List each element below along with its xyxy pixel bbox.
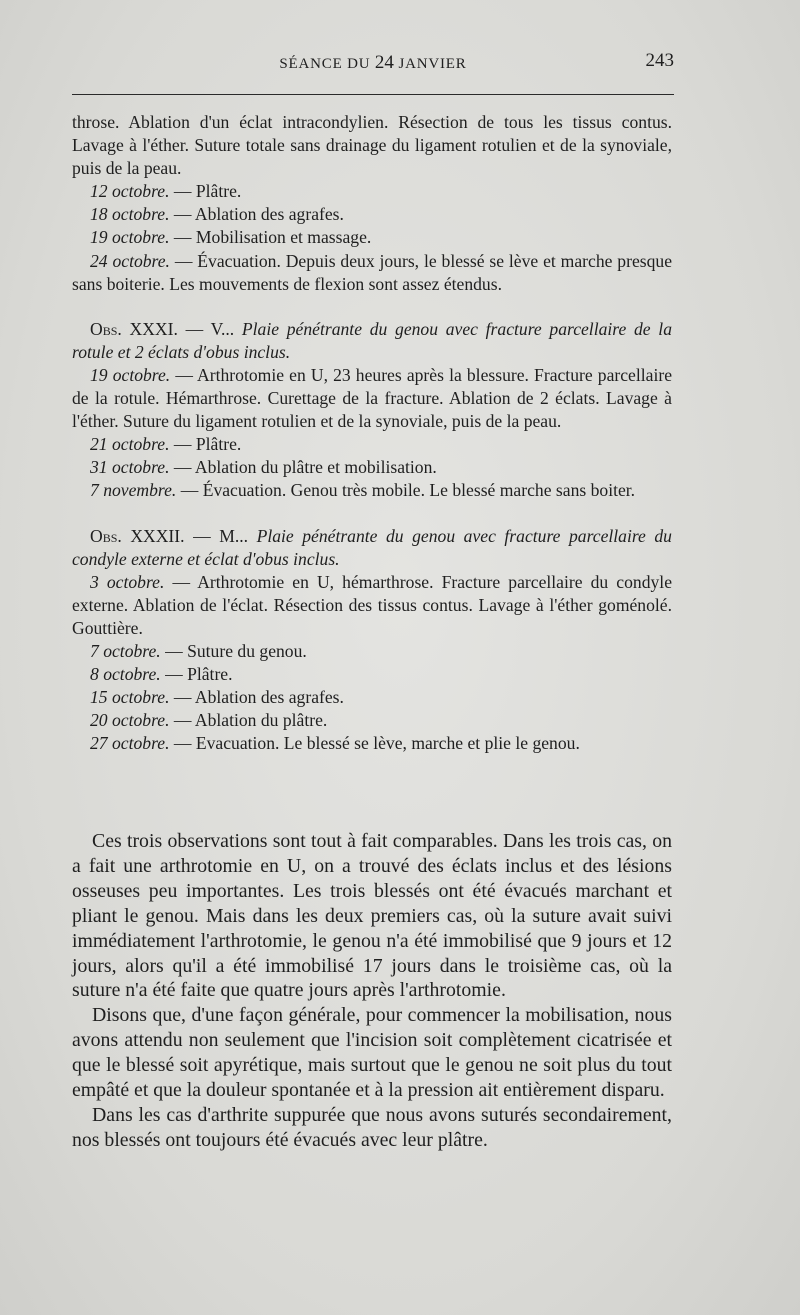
entry-date: 18 octobre. bbox=[90, 204, 170, 225]
entry-date: 8 octobre. bbox=[90, 664, 161, 685]
obs32-heading bbox=[72, 525, 672, 571]
entry-text: — Ablation du plâtre. bbox=[169, 710, 328, 731]
obs32-entry bbox=[72, 663, 672, 686]
entry-text: — Suture du genou. bbox=[160, 640, 307, 661]
obs32-sep: — M... bbox=[184, 525, 257, 546]
entry-text: — Plâtre. bbox=[169, 181, 242, 202]
obs31-label: Obs. XXXI. bbox=[90, 318, 178, 339]
obs32-entry bbox=[72, 571, 672, 640]
page-header bbox=[72, 50, 674, 80]
obs32-entry bbox=[72, 640, 672, 663]
entry-date: 31 octobre. bbox=[90, 457, 170, 478]
body-text bbox=[72, 829, 672, 1153]
header-rule bbox=[72, 94, 674, 95]
running-title-prefix: SÉANCE DU bbox=[279, 56, 375, 72]
body-paragraph: Ces trois observations sont tout à fait comparables. Dans les trois cas, on a fait une arthrotomie en U, on a trouvé des éclats inclus et des lésions osseuses peu importantes. Les trois blessés ont été évacués marchant et pliant le genou. Mais dans les deux premiers cas, où la suture avait suivi immédiatement l'arthrotomie, le genou n'a été immobilisé que 9 jours et 12 jours, alors qu'il a été immobilisé 17 jours dans le troisième cas, où la suture n'a été faite que quatre jours après l'arthrotomie. bbox=[72, 830, 672, 1002]
entry-text: — Ablation du plâtre et mobilisation. bbox=[169, 457, 437, 478]
case30-entry bbox=[72, 250, 672, 296]
obs31-entry bbox=[72, 479, 672, 502]
body-paragraph: Dans les cas d'arthrite suppurée que nous avons suturés secondairement, nos blessés ont toujours été évacués avec leur plâtre. bbox=[72, 1103, 672, 1151]
entry-date: 24 octobre. bbox=[90, 250, 170, 271]
entry-text: — Arthrotomie en U, hémarthrose. Fracture parcellaire du condyle externe. Ablation de l'éclat. Résection des tissus contus. Lavage à l'éther goménolé. Gouttière. bbox=[72, 571, 673, 638]
obs31-entry bbox=[72, 456, 672, 479]
entry-text: — Plâtre. bbox=[169, 434, 242, 455]
running-title bbox=[72, 52, 674, 74]
running-title-suffix: JANVIER bbox=[393, 56, 467, 72]
entry-date: 21 octobre. bbox=[90, 434, 170, 455]
body-paragraph: Disons que, d'une façon générale, pour commencer la mobilisation, nous avons attendu non seulement que l'incision soit complètement cicatrisée et que le blessé soit apyrétique, mais surtout que le genou ne soit plus du tout empâté et que la douleur spontanée et à la pression ait entièrement disparu. bbox=[72, 1004, 672, 1102]
case30-entry bbox=[72, 203, 672, 226]
entry-date: 20 octobre. bbox=[90, 710, 170, 731]
entry-text: — Arthrotomie en U, 23 heures après la blessure. Fracture parcellaire de la rotule. Hémarthrose. Curettage de la fracture. Ablation de 2 éclats. Lavage à l'éther. Suture du ligament rotulien et de la synoviale, puis de la peau. bbox=[72, 364, 672, 432]
entry-text: — Évacuation. Genou très mobile. Le blessé marche sans boiter. bbox=[176, 480, 636, 501]
entry-date: 3 octobre. bbox=[90, 571, 165, 592]
case30-entry bbox=[72, 226, 672, 249]
entry-text: — Plâtre. bbox=[160, 664, 233, 685]
obs32-entry bbox=[72, 709, 672, 732]
entry-text: — Ablation des agrafes. bbox=[169, 687, 344, 708]
entry-text: — Évacuation. Depuis deux jours, le blessé se lève et marche presque sans boiterie. Les mouvements de flexion sont assez étendus. bbox=[72, 250, 673, 294]
entry-date: 27 octobre. bbox=[90, 733, 170, 754]
obs32-entry bbox=[72, 686, 672, 709]
obs31-entry bbox=[72, 433, 672, 456]
page-number: 243 bbox=[645, 50, 674, 71]
obs32-label: Obs. XXXII. bbox=[90, 525, 185, 546]
obs32-title: Plaie pénétrante du genou avec fracture parcellaire du condyle externe et éclat d'obus inclus. bbox=[72, 525, 672, 569]
running-title-day: 24 bbox=[374, 52, 394, 73]
entry-date: 7 octobre. bbox=[90, 640, 161, 661]
case-notes bbox=[72, 111, 672, 755]
obs32-entry bbox=[72, 732, 672, 755]
obs31-entry bbox=[72, 364, 672, 433]
obs31-heading bbox=[72, 318, 672, 364]
entry-date: 19 octobre. bbox=[90, 364, 171, 385]
entry-text: — Mobilisation et massage. bbox=[169, 227, 372, 248]
entry-text: — Evacuation. Le blessé se lève, marche et plie le genou. bbox=[169, 733, 580, 754]
obs31-title: Plaie pénétrante du genou avec fracture parcellaire de la rotule et 2 éclats d'obus inclus. bbox=[72, 318, 672, 362]
entry-text: — Ablation des agrafes. bbox=[169, 204, 344, 225]
entry-date: 7 novembre. bbox=[90, 480, 177, 501]
entry-date: 12 octobre. bbox=[90, 181, 170, 202]
intro-paragraph: throse. Ablation d'un éclat intracondylien. Résection de tous les tissus contus. Lavage à l'éther. Suture totale sans drainage du ligament rotulien et de la synoviale, puis de la peau. bbox=[72, 112, 672, 179]
obs31-sep: — V... bbox=[177, 318, 242, 339]
entry-date: 15 octobre. bbox=[90, 687, 170, 708]
entry-date: 19 octobre. bbox=[90, 227, 170, 248]
case30-entry bbox=[72, 180, 672, 203]
